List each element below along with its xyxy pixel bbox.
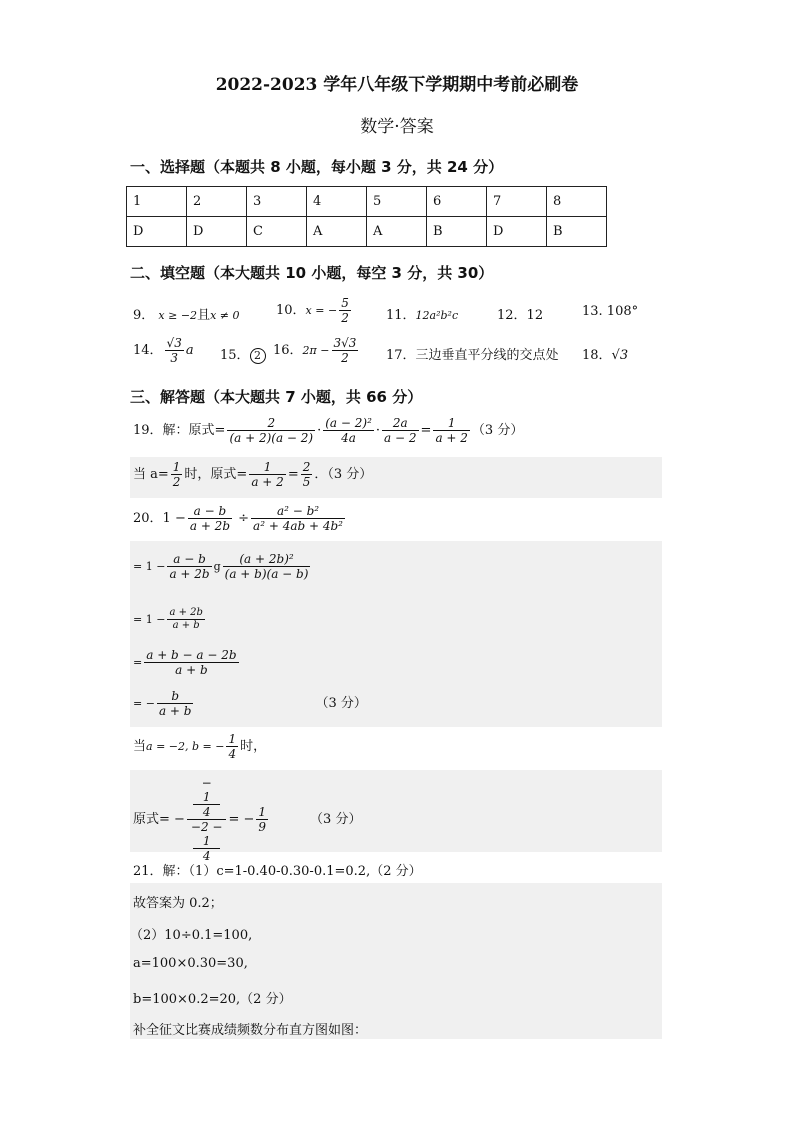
table-cell: B [547, 217, 607, 247]
fill-answer-11: 11．12a²b²c [386, 308, 459, 323]
table-cell: 5 [367, 187, 427, 217]
section-1-heading: 一、选择题（本题共 8 小题，每小题 3 分，共 24 分） [130, 158, 504, 176]
table-row [127, 187, 607, 217]
table-row [127, 217, 607, 247]
fill-answer-15: 15． 2 [220, 344, 266, 364]
fill-answer-9: 9． x ≥ −2且x ≠ 0 [133, 308, 240, 323]
table-cell: D [187, 217, 247, 247]
q20-step-4: = − $\frac{b}{a + b}$ （3 分） [133, 689, 367, 718]
table-cell: 7 [487, 187, 547, 217]
q21-line-5: b=100×0.2=20,（2 分） [133, 992, 292, 1007]
answer-table [126, 186, 607, 247]
table-cell: D [127, 217, 187, 247]
table-cell: 1 [127, 187, 187, 217]
table-cell: D [487, 217, 547, 247]
table-cell: C [247, 217, 307, 247]
fill-answer-10: 10．x = − $\frac{5}{2}$ [276, 296, 349, 325]
table-cell: 3 [247, 187, 307, 217]
fill-answer-16: 16．2π − $\frac{3√3}{2}$ [273, 336, 357, 365]
fill-answer-12: 12．12 [497, 308, 544, 323]
q20-result: 原式= − − 1 4 −2 − 1 4 = − $\frac{1}{9}$ （3 分） [133, 776, 362, 863]
q21-line-2: 故答案为 0.2； [133, 896, 223, 911]
table-cell: A [367, 217, 427, 247]
fill-answer-14: 14． $\frac{√3}{3}$ a [133, 336, 194, 365]
fill-answer-13: 13. 108° [582, 304, 639, 319]
table-cell: A [307, 217, 367, 247]
page-subtitle: 数学·答案 [360, 117, 434, 137]
page-title: 2022-2023 学年八年级下学期期中考前必刷卷 [215, 75, 579, 95]
fill-answer-17: 17．三边垂直平分线的交点处 [386, 348, 559, 363]
q20-step-1: = 1 − $\frac{a - b}{a + 2b}$ g $\frac{\text{(a + 2b)²}}{(a + b)(a - b)}$ [133, 552, 309, 581]
table-cell: B [427, 217, 487, 247]
q19-result: 当 a= $\frac{1}{2}$ 时，原式= $\frac{1}{a + 2}$ = $\frac{2}{5}$ ．（3 分） [133, 460, 373, 489]
q20-substitution: 当a = −2, b = − $\frac{1}{4}$ 时， [133, 732, 267, 761]
q21-line-3: （2）10÷0.1=100, [130, 928, 253, 943]
section-3-heading: 三、解答题（本大题共 7 小题，共 66 分） [130, 388, 423, 406]
q20-problem: 20．1 − $\frac{a - b}{a + 2b}$ ÷ $\frac{\text{a² − b²}}{\text{a² + 4ab + 4b²}}$ [133, 504, 343, 533]
table-cell: 8 [547, 187, 607, 217]
section-2-heading: 二、填空题（本大题共 10 小题，每空 3 分，共 30） [130, 264, 494, 282]
q19-solution: 19．解：原式= $\frac{2}{(a + 2)(a - 2)}$ · $\frac{\text{(a − 2)²}}{4a}$ · $\frac{2a}{a - 2}$ = $\frac{1}{a + 2}$ （3 分） [133, 416, 524, 445]
q21-line-4: a=100×0.30=30, [133, 956, 248, 971]
q21-line-6: 补全征文比赛成绩频数分布直方图如图： [133, 1023, 368, 1038]
fill-answer-18: 18．√3 [582, 348, 629, 363]
table-cell: 2 [187, 187, 247, 217]
table-cell: 6 [427, 187, 487, 217]
q21-line-1: 21．解：（1）c=1-0.40-0.30-0.1=0.2,（2 分） [133, 864, 422, 879]
q20-step-3: = $\frac{a + b - a - 2b}{a + b}$ [133, 648, 237, 677]
q20-step-2: = 1 − $\frac{a + 2b}{a + b}$ [133, 607, 203, 631]
table-cell: 4 [307, 187, 367, 217]
